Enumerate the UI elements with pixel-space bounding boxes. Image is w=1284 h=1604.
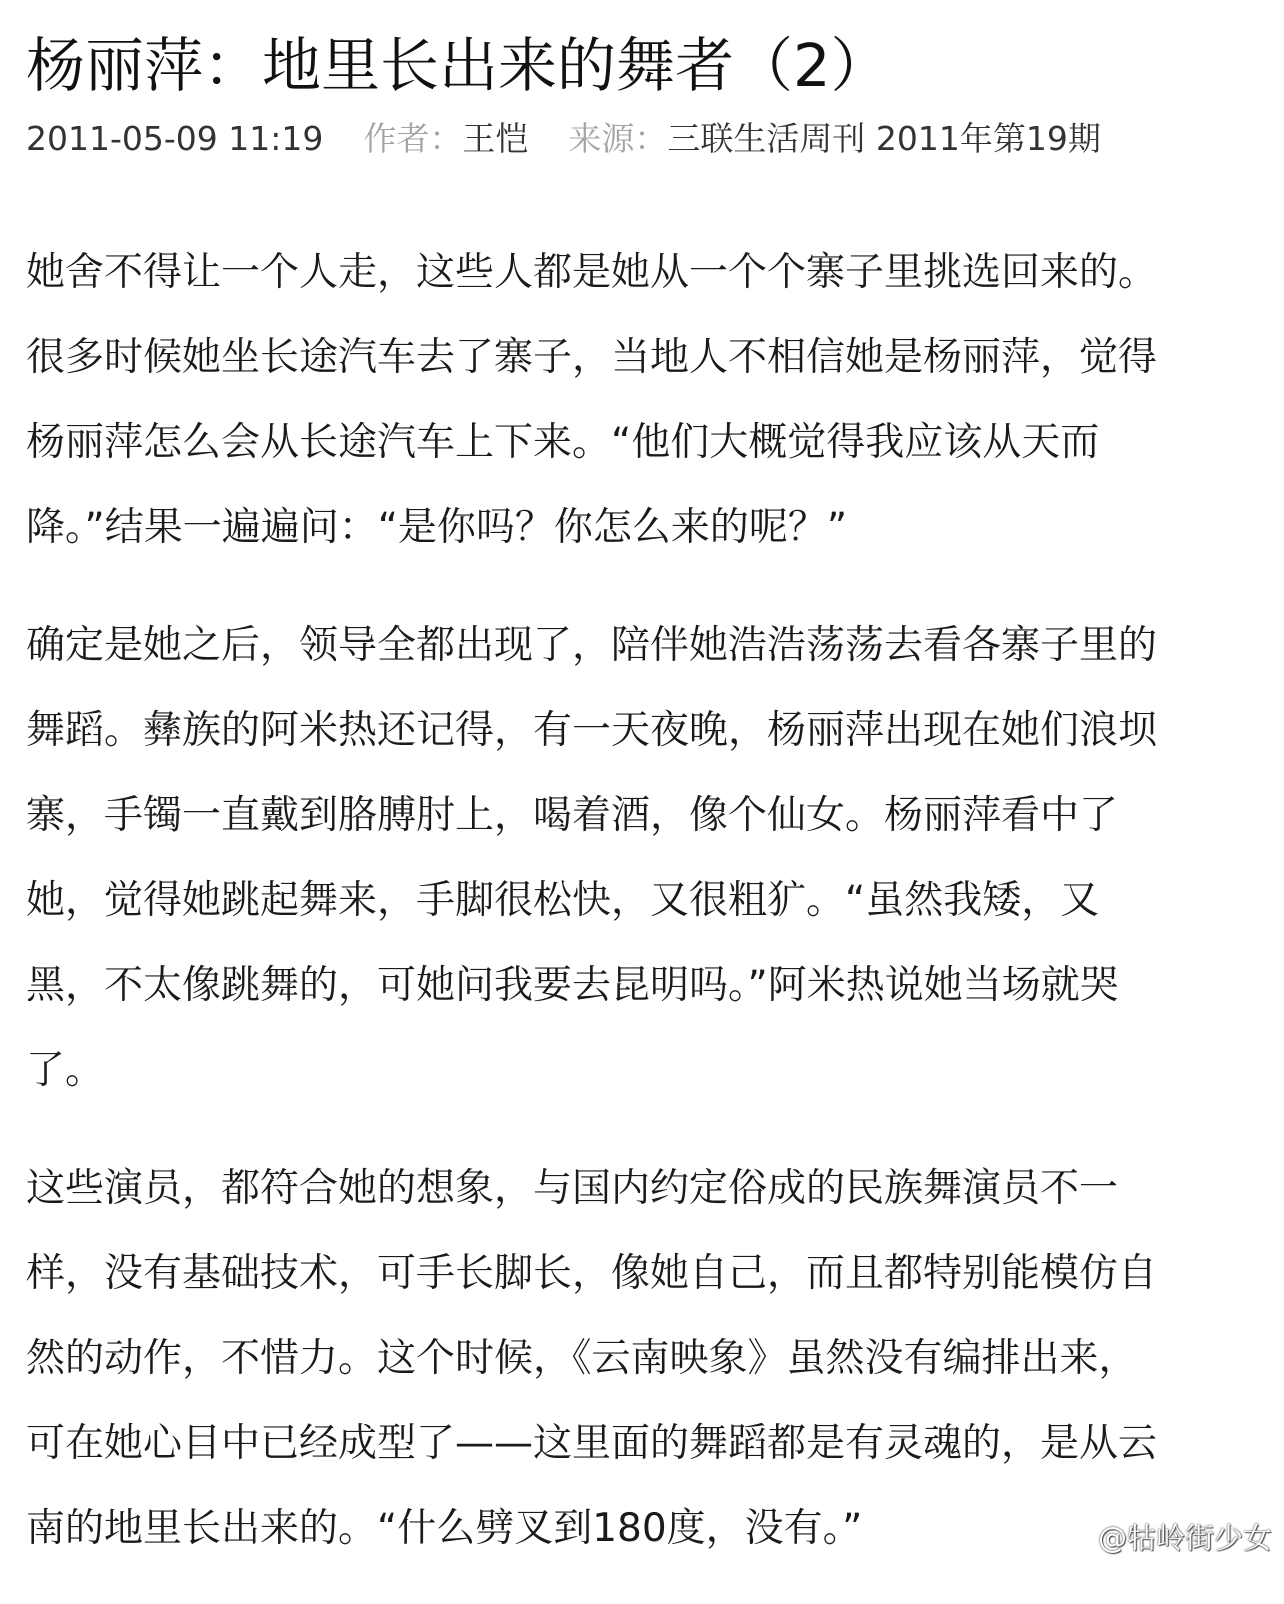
text-line: 这些演员，都符合她的想象，与国内约定俗成的民族舞演员不一 bbox=[26, 1166, 1119, 1211]
watermark bbox=[1052, 1518, 1272, 1558]
text-line: 她舍不得让一个人走，这些人都是她从一个个寨子里挑选回来的。 bbox=[26, 250, 1158, 295]
text-line: 确定是她之后，领导全都出现了，陪伴她浩浩荡荡去看各寨子里的 bbox=[26, 623, 1158, 668]
article-meta bbox=[26, 114, 1258, 164]
text-line: 黑，不太像跳舞的，可她问我要去昆明吗。”阿米热说她当场就哭 bbox=[26, 963, 1119, 1008]
article bbox=[26, 18, 1258, 1604]
article-title: 杨丽萍：地里长出来的舞者（2） bbox=[26, 31, 890, 100]
article-body bbox=[26, 230, 1258, 1571]
text-line: 她，觉得她跳起舞来，手脚很松快，又很粗犷。“虽然我矮，又 bbox=[26, 878, 1100, 923]
author-label: 作者： bbox=[363, 119, 463, 158]
publish-datetime: 2011-05-09 11:19 bbox=[26, 119, 324, 158]
text-line: 降。”结果一遍遍问：“是你吗？你怎么来的呢？” bbox=[26, 505, 848, 550]
text-line: 很多时候她坐长途汽车去了寨子，当地人不相信她是杨丽萍，觉得 bbox=[26, 335, 1158, 380]
text-line: 舞蹈。彝族的阿米热还记得，有一天夜晚，杨丽萍出现在她们浪坝 bbox=[26, 708, 1158, 753]
text-line: 寨，手镯一直戴到胳膊肘上，喝着酒，像个仙女。杨丽萍看中了 bbox=[26, 793, 1119, 838]
weibo-icon bbox=[1052, 1525, 1092, 1555]
text-line: 了。 bbox=[26, 1048, 105, 1093]
paragraph bbox=[26, 230, 1258, 570]
text-line: 然的动作，不惜力。这个时候，《云南映象》虽然没有编排出来， bbox=[26, 1336, 1138, 1381]
text-line: 杨丽萍怎么会从长途汽车上下来。“他们大概觉得我应该从天而 bbox=[26, 420, 1100, 465]
source-name: 三联生活周刊 2011年第19期 bbox=[667, 119, 1101, 158]
paragraph bbox=[26, 603, 1258, 1113]
paragraph bbox=[26, 1146, 1258, 1571]
text-line: 可在她心目中已经成型了——这里面的舞蹈都是有灵魂的，是从云 bbox=[26, 1421, 1158, 1466]
text-line: 南的地里长出来的。“什么劈叉到180度，没有。” bbox=[26, 1506, 863, 1551]
text-line: 样，没有基础技术，可手长脚长，像她自己，而且都特别能模仿自 bbox=[26, 1251, 1158, 1296]
watermark-text: @牯岭街少女 bbox=[1097, 1521, 1272, 1555]
source-label: 来源： bbox=[568, 119, 668, 158]
author-name: 王恺 bbox=[462, 119, 529, 158]
